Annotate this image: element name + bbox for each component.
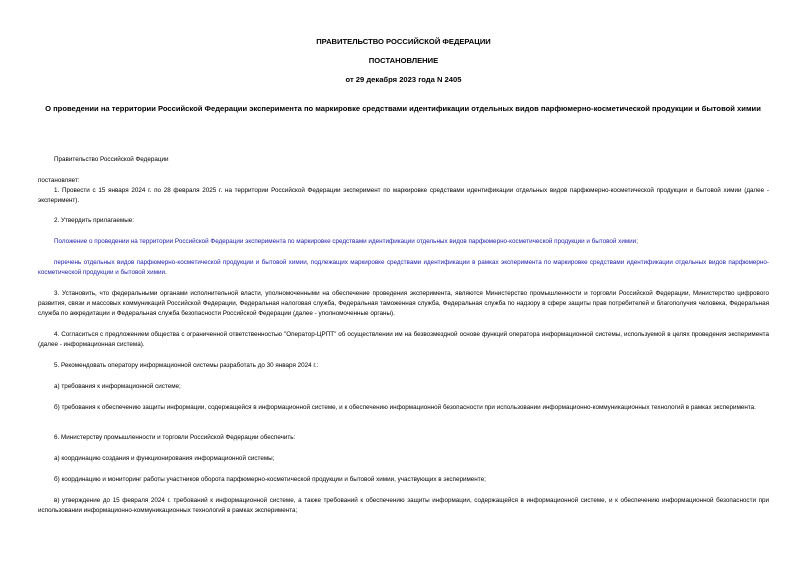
paragraph-government: Правительство Российской Федерации <box>54 156 169 163</box>
government-heading: ПРАВИТЕЛЬСТВО РОССИЙСКОЙ ФЕДЕРАЦИИ <box>316 37 491 46</box>
paragraph-2: 2. Утвердить прилагаемые: <box>54 217 134 224</box>
paragraph-3: 3. Установить, что федеральными органами исполнительной власти, уполномоченными на обеспечение проведения эксперимента, являются Министерство промышленности и торговли Российской Федерации, Министерство цифрового развития, связи и массовых коммуникаций Российской Федерации, Федеральная налоговая служба, Федеральная таможенная служба, Федеральная служба по надзору в сфере защиты прав потребителей и благополучия человека, Федеральная служба по аккредитации и Федеральная служба безопасности Российской Федерации (далее - уполномоченные органы). <box>38 290 769 317</box>
date-number-heading: от 29 декабря 2023 года N 2405 <box>345 75 462 84</box>
paragraph-6: 6. Министерству промышленности и торговли Российской Федерации обеспечить: <box>54 434 296 441</box>
paragraph-5a: а) требования к информационной системе; <box>54 383 181 390</box>
paragraph-6b: б) координацию и мониторинг работы участников оборота парфюмерно-косметической продукции и бытовой химии, участвующих в эксперименте; <box>54 476 486 483</box>
link-product-list[interactable]: перечень отдельных видов парфюмерно-косметической продукции и бытовой химии, подлежащих маркировке средствами идентификации в рамках эксперимента по маркировке средствами идентификации отдельных видов парфюмерно-косметической продукции и бытовой химии. <box>38 259 769 276</box>
paragraph-5b: б) требования к обеспечению защиты информации, содержащейся в информационной системе, и к обеспечению информационной безопасности при использовании информационно-коммуникационных технологий в рамках эксперимента. <box>54 404 756 411</box>
paragraph-4: 4. Согласиться с предложением общества с ограниченной ответственностью "Оператор-ЦРПТ" об осуществлении им на безвозмездной основе функций оператора информационной системы, используемой в целях проведения эксперимента (далее - информационная система). <box>38 331 769 348</box>
paragraph-6a: а) координацию создания и функционирования информационной системы; <box>54 455 275 462</box>
document-type-heading: ПОСТАНОВЛЕНИЕ <box>368 56 439 65</box>
paragraph-6c: в) утверждение до 15 февраля 2024 г. требований к информационной системе, а также требований к обеспечению защиты информации, содержащейся в информационной системе, и к обеспечению информационной безопасности при использовании информационно-коммуникационных технологий в рамках эксперимента; <box>38 497 769 514</box>
paragraph-decree: постановляет: <box>38 177 80 184</box>
paragraph-5: 5. Рекомендовать оператору информационной системы разработать до 30 января 2024 г.: <box>54 362 319 369</box>
link-regulation[interactable]: Положение о проведении на территории Российской Федерации эксперимента по маркировке средствами идентификации отдельных видов парфюмерно-косметической продукции и бытовой химии; <box>54 238 638 245</box>
paragraph-1: 1. Провести с 15 января 2024 г. по 28 февраля 2025 г. на территории Российской Федерации эксперимент по маркировке средствами идентификации отдельных видов парфюмерно-косметической продукции и бытовой химии (далее - эксперимент). <box>38 187 769 204</box>
document-title: О проведении на территории Российской Федерации эксперимента по маркировке средствами идентификации отдельных видов парфюмерно-косметической продукции и бытовой химии <box>45 104 761 113</box>
